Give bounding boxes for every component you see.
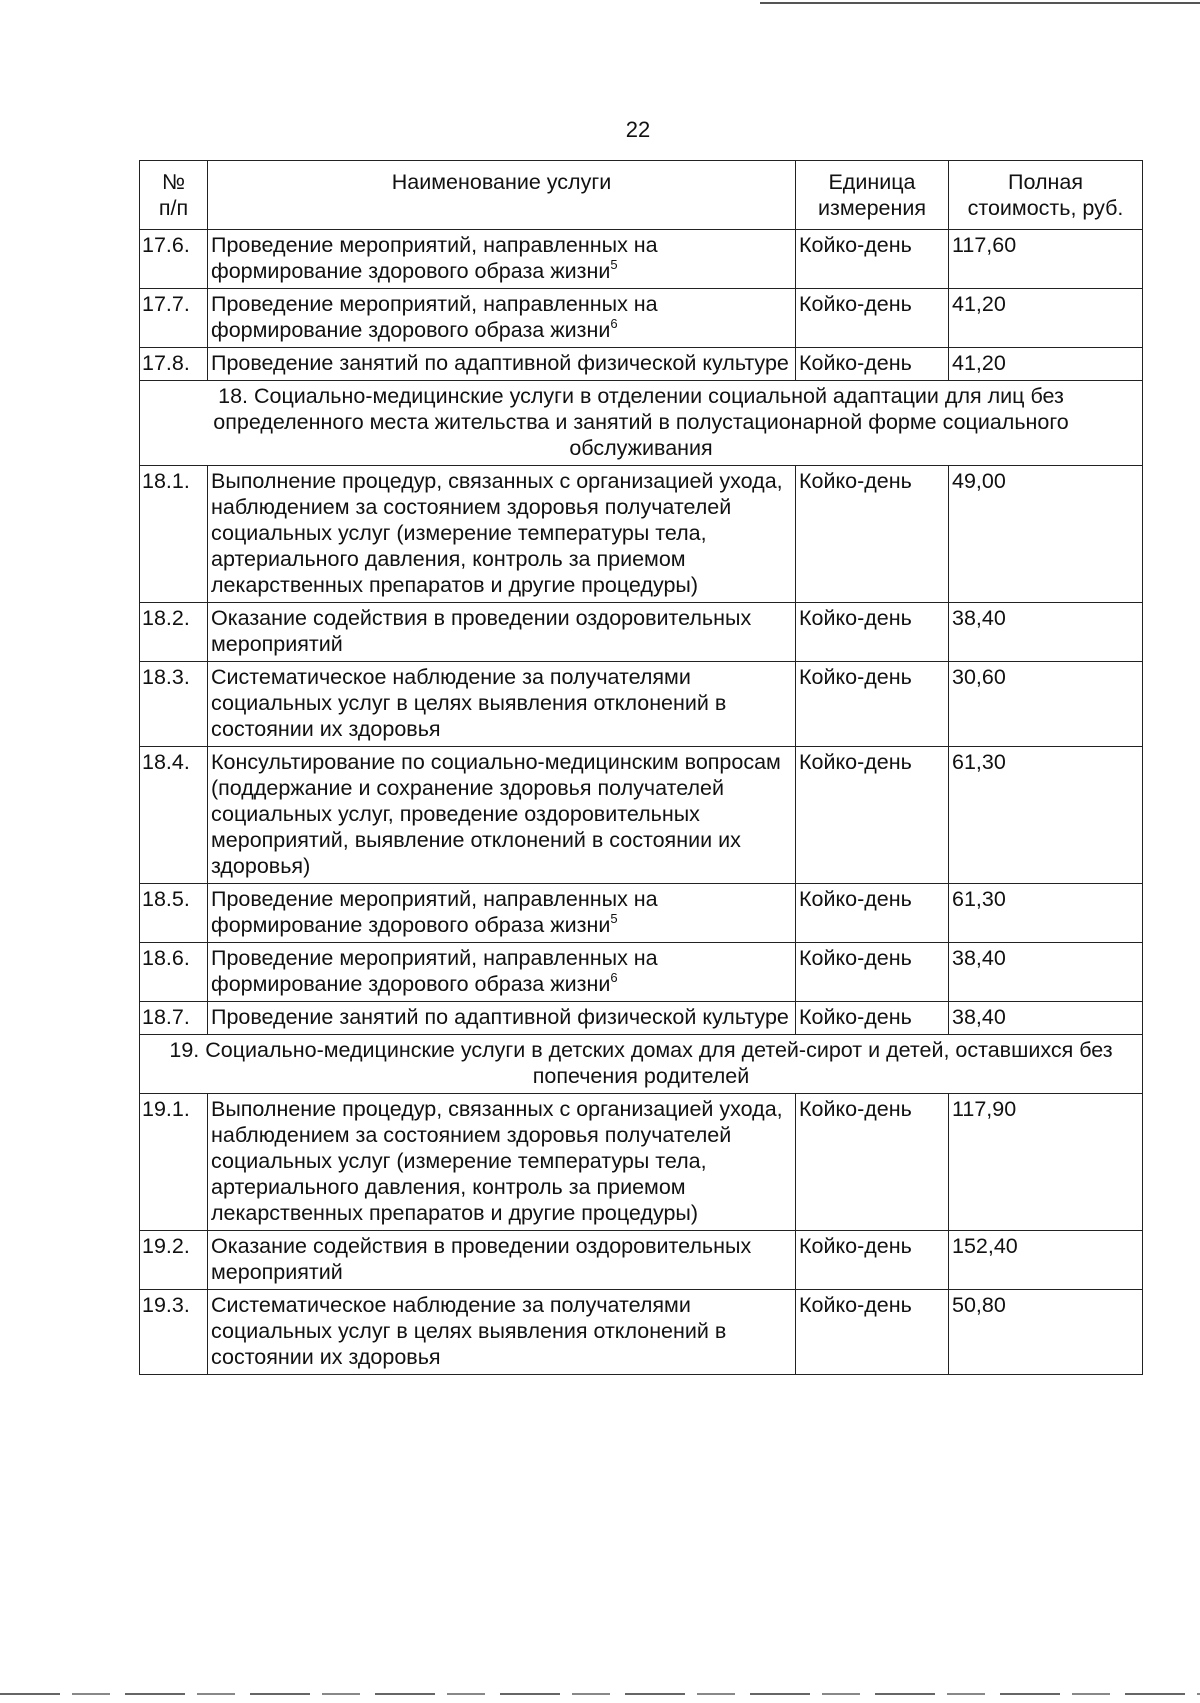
price-cell: 38,40 bbox=[949, 943, 1143, 1002]
table-row bbox=[140, 1290, 1143, 1375]
unit-cell: Койко-день bbox=[796, 884, 949, 943]
row-number: 18.1. bbox=[140, 466, 208, 603]
service-name: Выполнение процедур, связанных с организацией ухода, наблюдением за состоянием здоровья получателей социальных услуг (измерение температуры тела, артериального давления, контроль за приемом лекарственных препаратов и другие процедуры) bbox=[211, 469, 783, 597]
price-cell: 41,20 bbox=[949, 348, 1143, 381]
table-row bbox=[140, 1002, 1143, 1035]
section-title: 19. Социально-медицинские услуги в детских домах для детей-сирот и детей, оставшихся без попечения родителей bbox=[140, 1035, 1143, 1094]
service-name: Выполнение процедур, связанных с организацией ухода, наблюдением за состоянием здоровья получателей социальных услуг (измерение температуры тела, артериального давления, контроль за приемом лекарственных препаратов и другие процедуры) bbox=[211, 1097, 783, 1225]
header-price bbox=[949, 161, 1143, 230]
service-name-cell bbox=[208, 747, 796, 884]
section-header-row bbox=[140, 381, 1143, 466]
service-name: Систематическое наблюдение за получателями социальных услуг в целях выявления отклонений в состоянии их здоровья bbox=[211, 665, 727, 741]
table-row bbox=[140, 348, 1143, 381]
header-unit bbox=[796, 161, 949, 230]
footnote-marker: 5 bbox=[610, 256, 618, 272]
row-number: 18.5. bbox=[140, 884, 208, 943]
row-number: 19.1. bbox=[140, 1094, 208, 1231]
section-header-row bbox=[140, 1035, 1143, 1094]
table-row bbox=[140, 943, 1143, 1002]
header-name: Наименование услуги bbox=[208, 161, 796, 230]
unit-cell: Койко-день bbox=[796, 1094, 949, 1231]
table-row bbox=[140, 603, 1143, 662]
unit-cell: Койко-день bbox=[796, 348, 949, 381]
scan-bottom-edge-line bbox=[0, 1693, 1200, 1695]
service-name: Проведение мероприятий, направленных на формирование здорового образа жизни bbox=[211, 887, 658, 937]
price-cell: 38,40 bbox=[949, 1002, 1143, 1035]
unit-cell: Койко-день bbox=[796, 747, 949, 884]
service-name: Проведение занятий по адаптивной физической культуре bbox=[211, 1005, 789, 1029]
service-name-cell bbox=[208, 289, 796, 348]
row-number: 18.7. bbox=[140, 1002, 208, 1035]
table-row bbox=[140, 884, 1143, 943]
row-number: 18.3. bbox=[140, 662, 208, 747]
unit-cell: Койко-день bbox=[796, 1002, 949, 1035]
service-name-cell bbox=[208, 884, 796, 943]
service-name: Систематическое наблюдение за получателями социальных услуг в целях выявления отклонений в состоянии их здоровья bbox=[211, 1293, 727, 1369]
table-row bbox=[140, 1094, 1143, 1231]
service-name: Оказание содействия в проведении оздоровительных мероприятий bbox=[211, 606, 752, 656]
service-name-cell bbox=[208, 1094, 796, 1231]
footnote-marker: 6 bbox=[610, 315, 618, 331]
table-row bbox=[140, 1231, 1143, 1290]
table-row bbox=[140, 230, 1143, 289]
unit-cell: Койко-день bbox=[796, 289, 949, 348]
service-name-cell bbox=[208, 1231, 796, 1290]
footnote-marker: 6 bbox=[610, 969, 618, 985]
unit-cell: Койко-день bbox=[796, 943, 949, 1002]
service-name-cell bbox=[208, 466, 796, 603]
service-name-cell bbox=[208, 230, 796, 289]
service-name: Оказание содействия в проведении оздоровительных мероприятий bbox=[211, 1234, 752, 1284]
service-name: Проведение мероприятий, направленных на формирование здорового образа жизни bbox=[211, 292, 658, 342]
unit-cell: Койко-день bbox=[796, 603, 949, 662]
price-cell: 30,60 bbox=[949, 662, 1143, 747]
header-unit-line-2: измерения bbox=[817, 196, 927, 220]
price-cell: 49,00 bbox=[949, 466, 1143, 603]
row-number: 19.3. bbox=[140, 1290, 208, 1375]
price-cell: 38,40 bbox=[949, 603, 1143, 662]
price-cell: 61,30 bbox=[949, 884, 1143, 943]
service-name-cell bbox=[208, 348, 796, 381]
table-row bbox=[140, 662, 1143, 747]
unit-cell: Койко-день bbox=[796, 662, 949, 747]
service-name: Консультирование по социально-медицинским вопросам (поддержание и сохранение здоровья получателей социальных услуг, проведение оздоровительных мероприятий, выявление отклонений в состоянии их здоровья) bbox=[211, 750, 781, 878]
row-number: 18.4. bbox=[140, 747, 208, 884]
header-num-line-2: п/п bbox=[158, 196, 189, 220]
price-cell: 41,20 bbox=[949, 289, 1143, 348]
unit-cell: Койко-день bbox=[796, 1231, 949, 1290]
price-cell: 117,90 bbox=[949, 1094, 1143, 1231]
section-title: 18. Социально-медицинские услуги в отделении социальной адаптации для лиц без определенного места жительства и занятий в полустационарной форме социального обслуживания bbox=[140, 381, 1143, 466]
table-row bbox=[140, 466, 1143, 603]
service-name-cell bbox=[208, 1002, 796, 1035]
unit-cell: Койко-день bbox=[796, 466, 949, 603]
header-num-line-1: № bbox=[161, 170, 186, 194]
unit-cell: Койко-день bbox=[796, 1290, 949, 1375]
service-name-cell bbox=[208, 662, 796, 747]
header-price-line-1: Полная bbox=[1008, 170, 1083, 194]
service-name-cell bbox=[208, 1290, 796, 1375]
row-number: 17.7. bbox=[140, 289, 208, 348]
row-number: 17.6. bbox=[140, 230, 208, 289]
service-name: Проведение мероприятий, направленных на формирование здорового образа жизни bbox=[211, 233, 658, 283]
header-num bbox=[140, 161, 208, 230]
page-number: 22 bbox=[625, 117, 651, 142]
service-name-cell bbox=[208, 943, 796, 1002]
row-number: 18.6. bbox=[140, 943, 208, 1002]
price-cell: 117,60 bbox=[949, 230, 1143, 289]
header-unit-line-1: Единица bbox=[828, 170, 916, 194]
footnote-marker: 5 bbox=[610, 910, 618, 926]
scan-top-edge-line bbox=[760, 2, 1200, 4]
table-header-row bbox=[140, 161, 1143, 230]
table-body bbox=[140, 230, 1143, 1375]
price-cell: 61,30 bbox=[949, 747, 1143, 884]
table-row bbox=[140, 747, 1143, 884]
row-number: 17.8. bbox=[140, 348, 208, 381]
service-name: Проведение мероприятий, направленных на формирование здорового образа жизни bbox=[211, 946, 658, 996]
service-name: Проведение занятий по адаптивной физической культуре bbox=[211, 351, 789, 375]
header-price-line-2: стоимость, руб. bbox=[967, 196, 1124, 220]
row-number: 19.2. bbox=[140, 1231, 208, 1290]
row-number: 18.2. bbox=[140, 603, 208, 662]
service-name-cell bbox=[208, 603, 796, 662]
unit-cell: Койко-день bbox=[796, 230, 949, 289]
table-row bbox=[140, 289, 1143, 348]
price-cell: 50,80 bbox=[949, 1290, 1143, 1375]
services-price-table bbox=[139, 160, 1143, 1375]
price-cell: 152,40 bbox=[949, 1231, 1143, 1290]
